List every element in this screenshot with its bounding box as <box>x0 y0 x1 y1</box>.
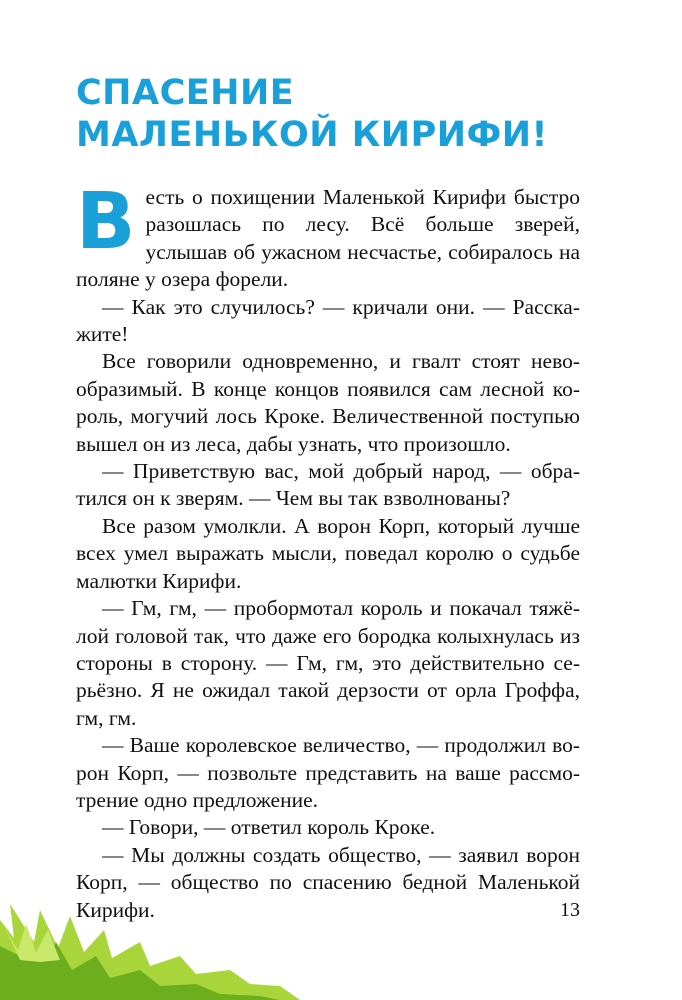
paragraph-1 <box>76 177 580 294</box>
paragraph-7: — Ваше королевское величество, — продолжил ворон Корп, — позвольте представить на ваше рассмотрение одно предложение. <box>76 733 580 812</box>
page-number: 13 <box>560 899 580 921</box>
paragraph-5: Все разом умолкли. А ворон Корп, который лучше всех умел выражать мысли, поведал королю о судьбе малютки Кирифи. <box>76 513 580 593</box>
chapter-title-line-2: МАЛЕНЬКОЙ КИРИФИ! <box>76 115 549 155</box>
paragraph-1-text: есть о похищении Маленькой Кирифи быстро разошлась по лесу. Всё больше зверей, услышав об ужасном несчастье, собиралось на поляне у озера форели. <box>76 185 580 292</box>
drop-cap: В <box>76 177 136 267</box>
grass-illustration <box>0 890 300 1000</box>
paragraph-3: Все говорили одновременно, и гвалт стоят невообразимый. В конце концов появился сам лесной король, могучий лось Кроке. Величественной поступью вышел он из леса, дабы узнать, что произошло. <box>76 349 580 456</box>
paragraph-2: — Как это случилось? — кричали они. — Расскажите! <box>76 294 580 347</box>
paragraph-9: — Мы должны создать общество, — заявил ворон Корп, — общество по спасению бедной Маленькой Кирифи. <box>76 842 580 922</box>
body-text <box>76 177 580 924</box>
paragraph-8: — Говори, — ответил король Кроке. <box>102 815 436 840</box>
chapter-title <box>76 72 548 156</box>
chapter-title-line-1: СПАСЕНИЕ <box>76 73 295 113</box>
paragraph-6: — Гм, гм, — пробормотал король и покачал тяжёлой головой так, что даже его бородка колыхнулась из стороны в сторону. — Гм, гм, это действительно серьёзно. Я не ожидал такой дерзости от орла Гроффа, гм, гм. <box>76 596 580 730</box>
paragraph-4: — Приветствую вас, мой добрый народ, — обратился он к зверям. — Чем вы так взволнованы? <box>76 459 580 511</box>
